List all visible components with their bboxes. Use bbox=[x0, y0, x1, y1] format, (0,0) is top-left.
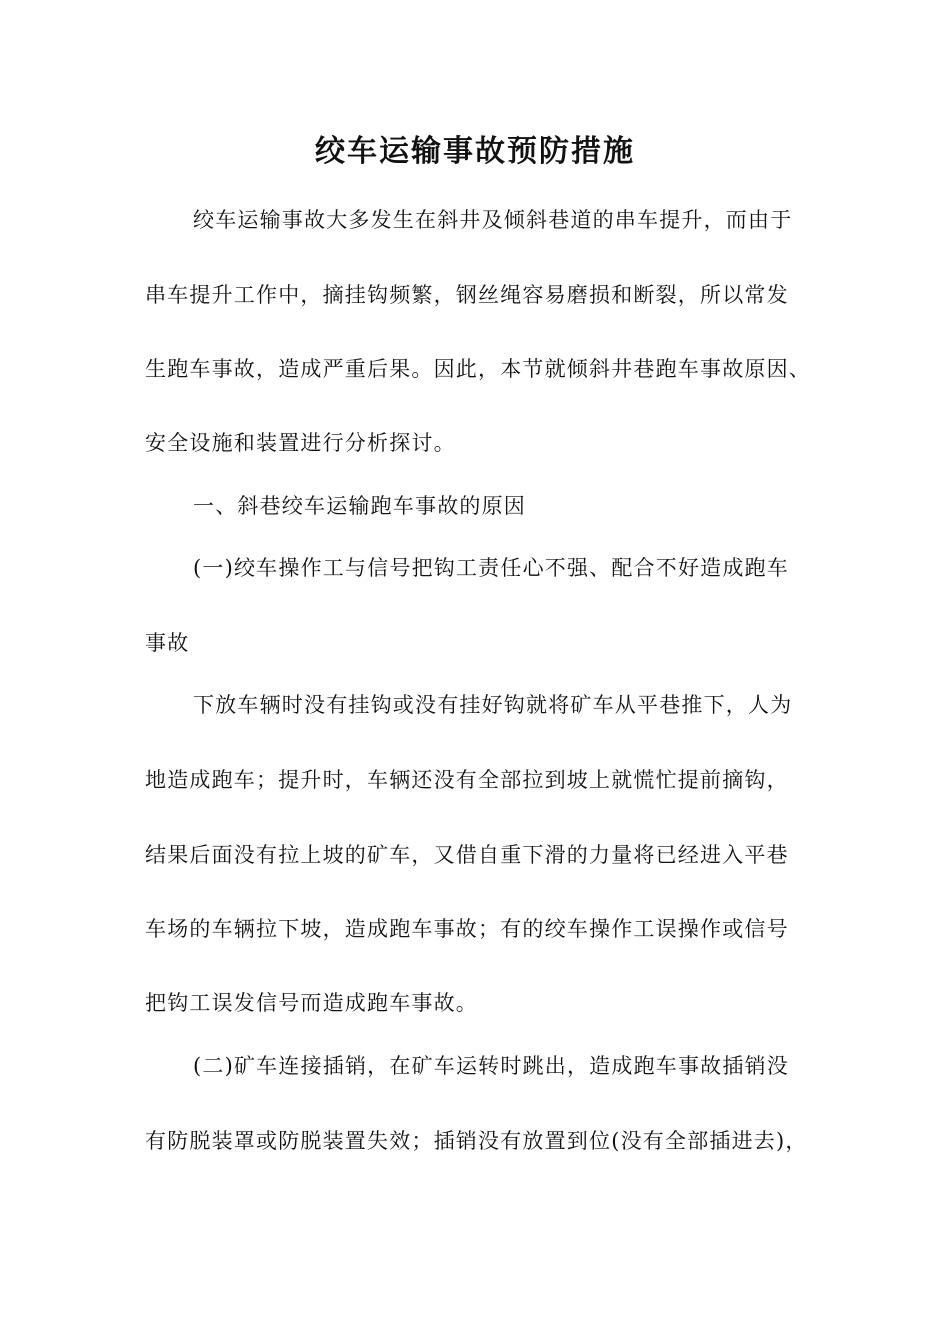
paragraph-line: 绞车运输事故大多发生在斜井及倾斜巷道的串车提升，而由于 bbox=[193, 208, 793, 232]
paragraph-line: 把钩工误发信号而造成跑车事故。 bbox=[145, 991, 478, 1015]
subsection-heading: (二)矿车连接插销，在矿车运转时跳出，造成跑车事故插销没 bbox=[193, 1054, 789, 1078]
subsection-heading: (一)绞车操作工与信号把钩工责任心不强、配合不好造成跑车 bbox=[193, 556, 789, 580]
paragraph-line: 生跑车事故，造成严重后果。因此，本节就倾斜井巷跑车事故原因、 bbox=[145, 357, 811, 381]
paragraph-line: 结果后面没有拉上坡的矿车，又借自重下滑的力量将已经进入平巷 bbox=[145, 843, 789, 867]
paragraph-line: 地造成跑车；提升时，车辆还没有全部拉到坡上就慌忙提前摘钩， bbox=[145, 768, 789, 792]
subsection-heading-continued: 事故 bbox=[145, 631, 190, 655]
paragraph-line: 下放车辆时没有挂钩或没有挂好钩就将矿车从平巷推下，人为 bbox=[193, 693, 793, 717]
paragraph-line: 有防脱装罩或防脱装置失效；插销没有放置到位(没有全部插进去)， bbox=[145, 1129, 808, 1153]
section-heading: 一、斜巷绞车运输跑车事故的原因 bbox=[193, 494, 526, 518]
paragraph-line: 车场的车辆拉下坡，造成跑车事故；有的绞车操作工误操作或信号 bbox=[145, 917, 789, 941]
paragraph-line: 安全设施和装置进行分析探讨。 bbox=[145, 431, 456, 455]
document-title: 绞车运输事故预防措施 bbox=[315, 134, 635, 169]
paragraph-line: 串车提升工作中，摘挂钩频繁，钢丝绳容易磨损和断裂，所以常发 bbox=[145, 283, 789, 307]
